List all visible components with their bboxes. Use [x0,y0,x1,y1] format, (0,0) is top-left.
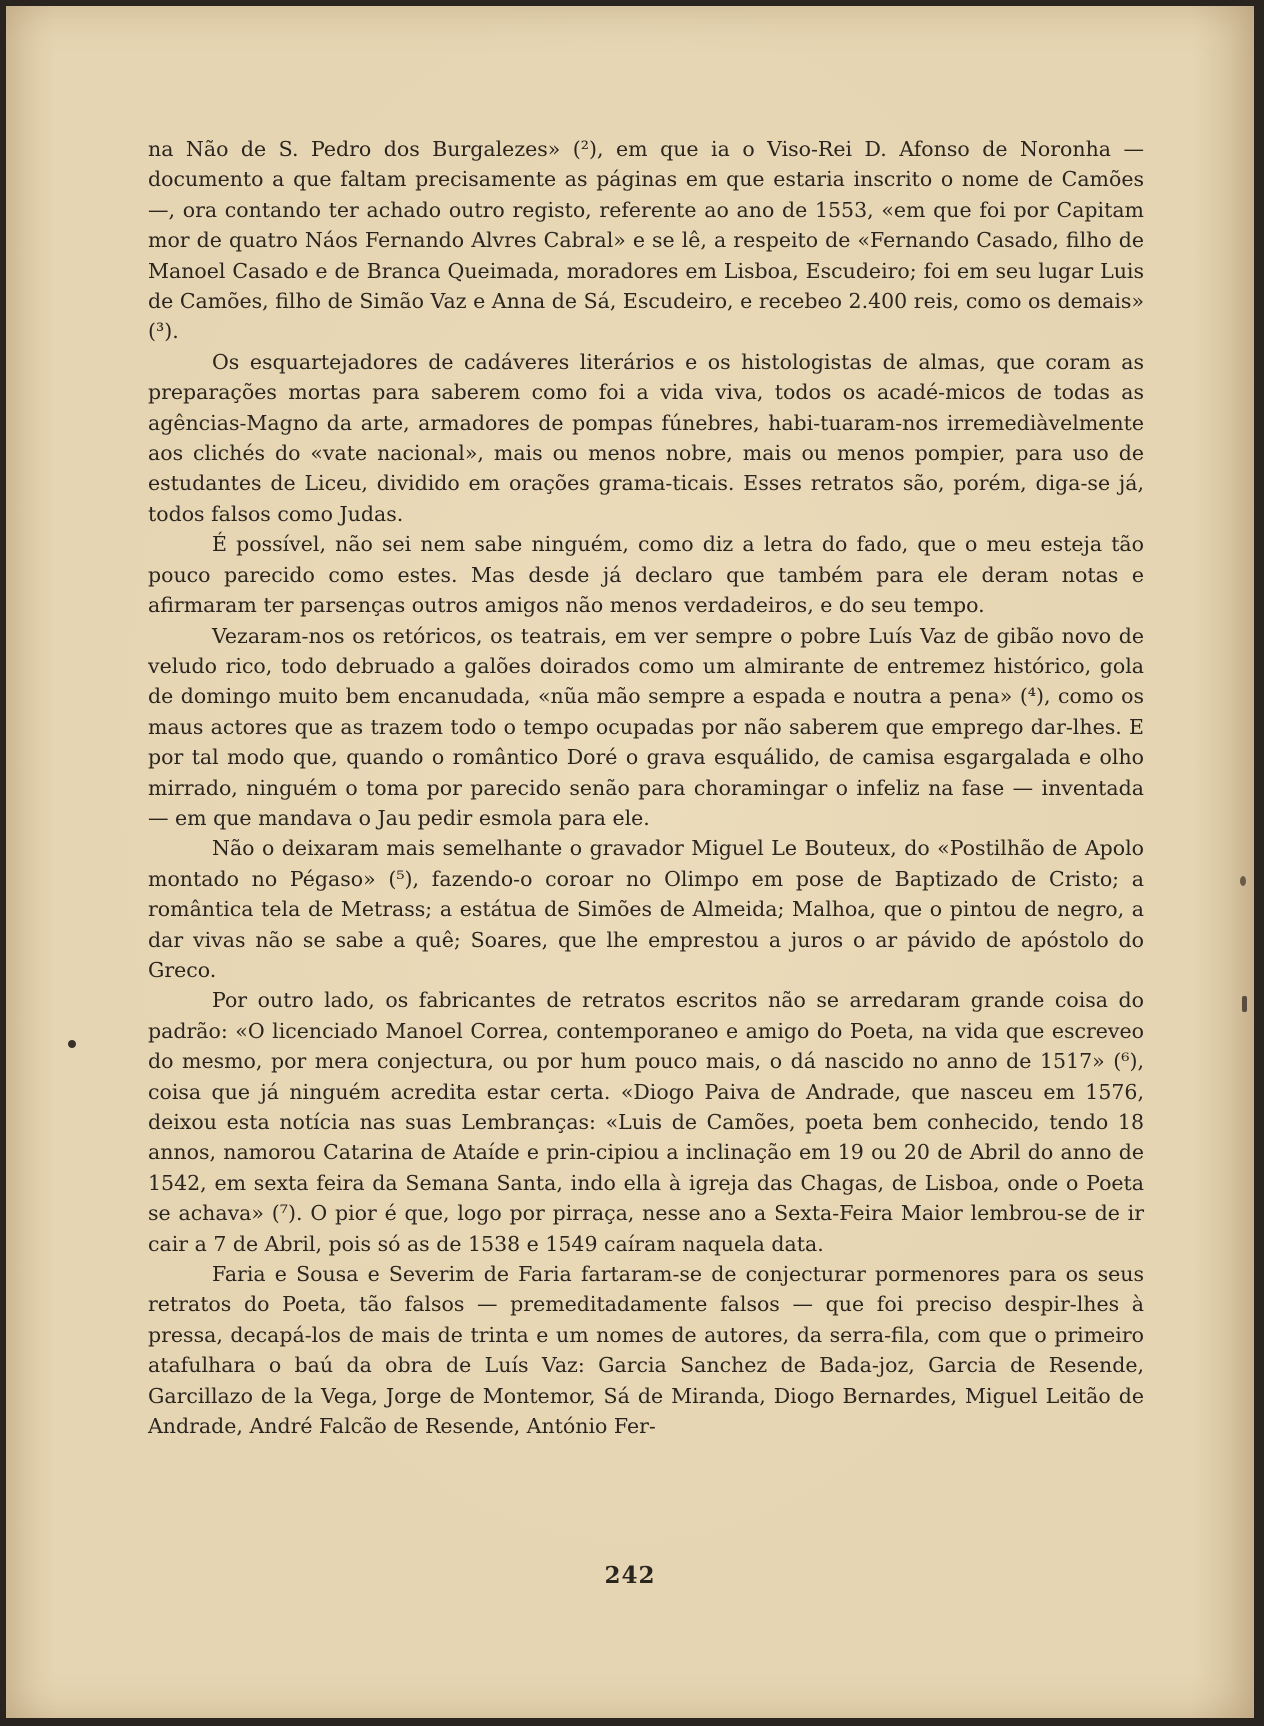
page-number: 242 [604,1562,656,1589]
book-page [6,6,1254,1718]
ink-speck [1240,876,1246,886]
paragraph-2: Os esquartejadores de cadáveres literários e os histologistas de almas, que coram as preparações mortas para saberem como foi a vida viva, todos os acadé-micos de todas as agências-Magno da arte, armadores de pompas fúnebres, habi-tuaram-nos irremediàvelmente aos clichés do «vate nacional», mais ou menos nobre, mais ou menos pompier, para uso de estudantes de Liceu, dividido em orações grama-ticais. Esses retratos são, porém, diga-se já, todos falsos como Judas. [148,349,1144,526]
paragraph-1: na Não de S. Pedro dos Burgalezes» (²), em que ia o Viso-Rei D. Afonso de Noronha — documento a que faltam precisamente as páginas em que estaria inscrito o nome de Camões —, ora contando ter achado outro registo, referente ao ano de 1553, «em que foi por Capitam mor de quatro Náos Fernando Alvres Cabral» e se lê, a respeito de «Fernando Casado, filho de Manoel Casado e de Branca Queimada, moradores em Lisboa, Escudeiro; foi em seu lugar Luis de Camões, filho de Simão Vaz e Anna de Sá, Escudeiro, e recebeo 2.400 reis, como os demais» (³). [148,137,1144,344]
paragraph-7: Faria e Sousa e Severim de Faria fartaram-se de conjecturar pormenores para os seus retratos do Poeta, tão falsos — premeditadamente falsos — que foi preciso despir-lhes à pressa, decapá-los de mais de trinta e um nomes de autores, da serra-fila, com que o primeiro atafulhara o baú da obra de Luís Vaz: Garcia Sanchez de Bada-joz, Garcia de Resende, Garcillazo de la Vega, Jorge de Montemor, Sá de Miranda, Diogo Bernardes, Miguel Leitão de Andrade, André Falcão de Resende, António Fer- [148,1262,1144,1439]
paragraph-6: Por outro lado, os fabricantes de retratos escritos não se arredaram grande coisa do padrão: «O licenciado Manoel Correa, contemporaneo e amigo do Poeta, na vida que escreveo do mesmo, por mera conjectura, ou por hum pouco mais, o dá nascido no anno de 1517» (⁶), coisa que já ninguém acredita estar certa. «Diogo Paiva de Andrade, que nasceu em 1576, deixou esta notícia nas suas Lembranças: «Luis de Camões, poeta bem conhecido, tendo 18 annos, namorou Catarina de Ataíde e prin-cipiou a inclinação em 19 ou 20 de Abril do anno de 1542, em sexta feira da Semana Santa, indo ella à igreja das Chagas, de Lisboa, onde o Poeta se achava» (⁷). O pior é que, logo por pirraça, nesse ano a Sexta-Feira Maior lembrou-se de ir cair a 7 de Abril, pois só as de 1538 e 1549 caíram naquela data. [148,988,1144,1256]
ink-speck [1242,996,1247,1012]
paragraph-3: É possível, não sei nem sabe ninguém, como diz a letra do fado, que o meu esteja tão pouco parecido como estes. Mas desde já declaro que também para ele deram notas e afirmaram ter parsenças outros amigos não menos verdadeiros, e do seu tempo. [148,532,1144,618]
body-text [148,134,1144,1441]
paragraph-4: Vezaram-nos os retóricos, os teatrais, em ver sempre o pobre Luís Vaz de gibão novo de veludo rico, todo debruado a galões doirados como um almirante de entremez histórico, gola de domingo muito bem encanudada, «nũa mão sempre a espada e noutra a pena» (⁴), como os maus actores que as trazem todo o tempo ocupadas por não saberem que emprego dar-lhes. E por tal modo que, quando o romântico Doré o grava esquálido, de camisa esgargalada e olho mirrado, ninguém o toma por parecido senão para choramingar o infeliz na fase — inventada — em que mandava o Jau pedir esmola para ele. [148,623,1144,830]
ink-speck [68,1040,76,1048]
paragraph-5: Não o deixaram mais semelhante o gravador Miguel Le Bouteux, do «Postilhão de Apolo montado no Pégaso» (⁵), fazendo-o coroar no Olimpo em pose de Baptizado de Cristo; a romântica tela de Metrass; a estátua de Simões de Almeida; Malhoa, que o pintou de negro, a dar vivas não se sabe a quê; Soares, que lhe emprestou a juros o ar pávido de apóstolo do Greco. [148,836,1144,982]
